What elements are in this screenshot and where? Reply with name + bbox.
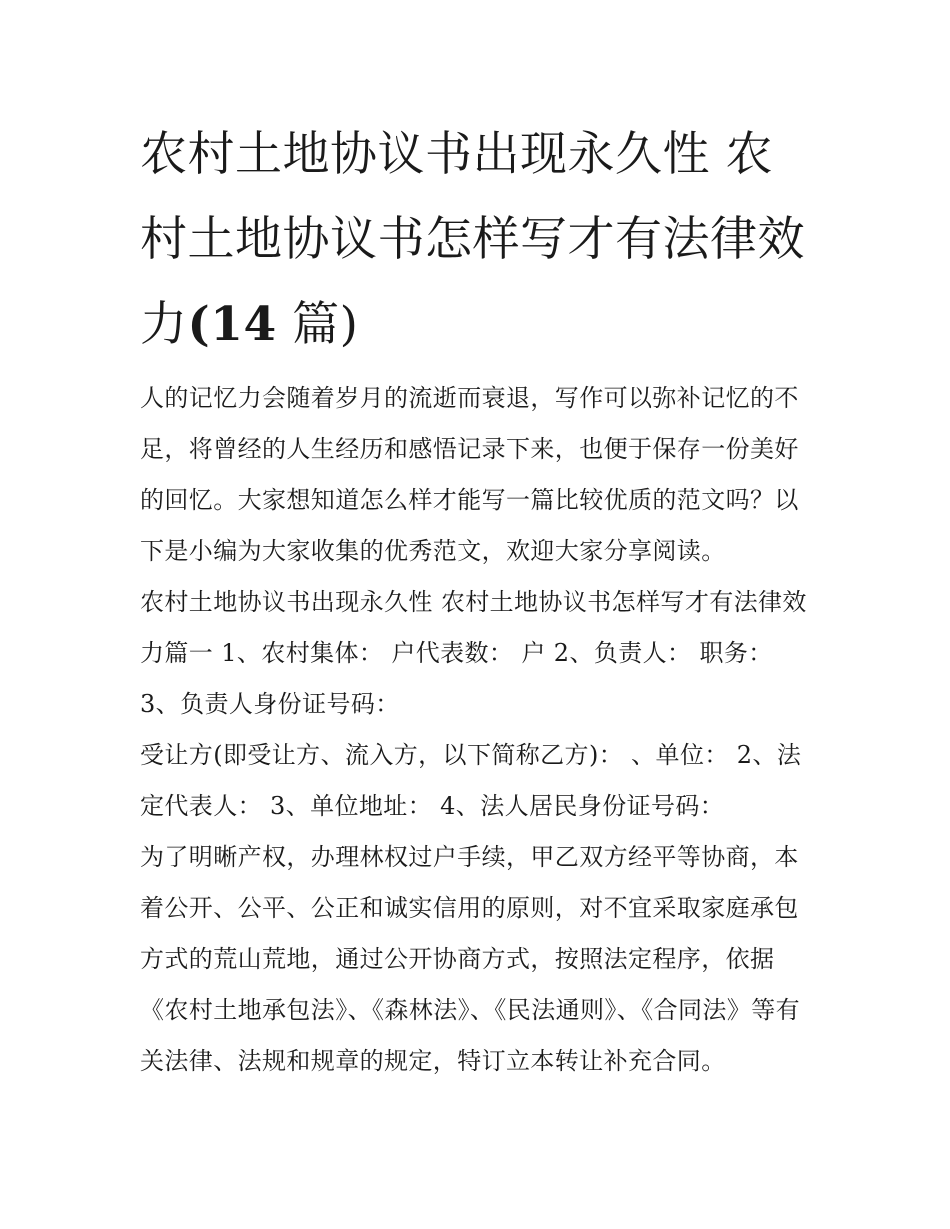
party-a-paragraph: 农村土地协议书出现永久性 农村土地协议书怎样写才有法律效力篇一 1、农村集体： 户代表数： 户 2、负责人： 职务： 3、负责人身份证号码： [140, 588, 807, 718]
title-text: 农村土地协议书出现永久性 农村土地协议书怎样写才有法律效力 [140, 127, 805, 352]
document-page [140, 112, 820, 1087]
purpose-paragraph: 为了明晰产权，办理林权过户手续，甲乙双方经平等协商，本着公开、公平、公正和诚实信用的原则，对不宜采取家庭承包方式的荒山荒地，通过公开协商方式，按照法定程序，依据《农村土地承包法》、《森林法》、《民法通则》、《合同法》等有关法律、法规和规章的规定，特订立本转让补充合同。 [140, 843, 800, 1075]
party-b-paragraph: 受让方(即受让方、流入方，以下简称乙方)： 、单位： 2、法定代表人： 3、单位地址： 4、法人居民身份证号码： [140, 741, 802, 820]
title-count: (14 [187, 297, 277, 352]
document-title [140, 112, 820, 367]
title-suffix: 篇) [276, 297, 359, 352]
intro-paragraph: 人的记忆力会随着岁月的流逝而衰退，写作可以弥补记忆的不足，将曾经的人生经历和感悟记录下来，也便于保存一份美好的回忆。大家想知道怎么样才能写一篇比较优质的范文吗？以下是小编为大家收集的优秀范文，欢迎大家分享阅读。 [140, 384, 799, 565]
